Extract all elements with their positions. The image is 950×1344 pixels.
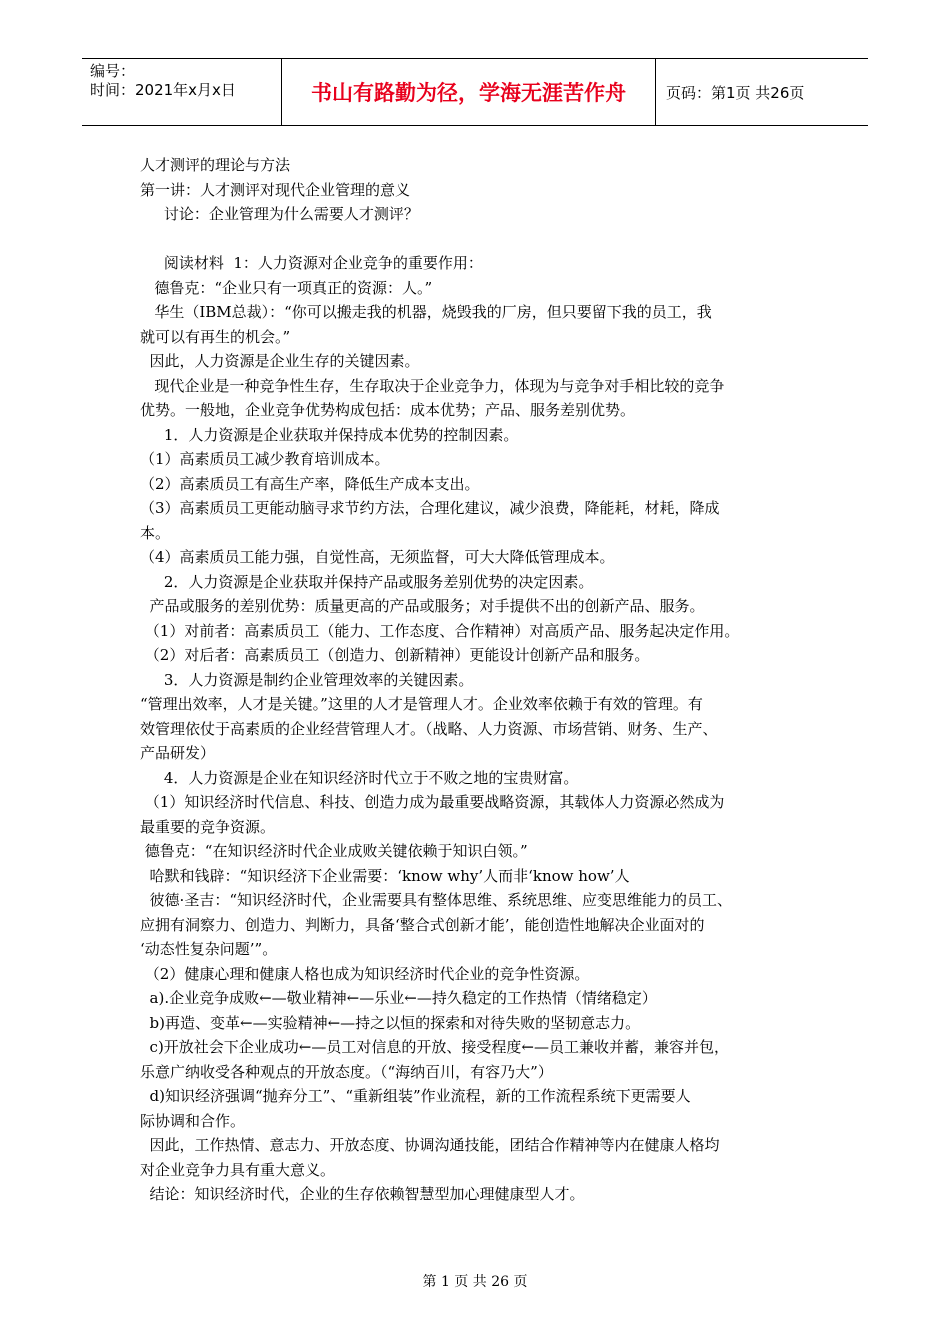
body-line: 讨论：企业管理为什么需要人才测评？ [140,205,419,223]
body-line: 结论：知识经济时代，企业的生存依赖智慧型加心理健康型人才。 [140,1185,585,1203]
body-line: （3）高素质员工更能动脑寻求节约方法，合理化建议，减少浪费，降能耗，材耗，降成 [140,499,720,517]
body-line: “管理出效率，人才是关键。”这里的人才是管理人才。企业效率依赖于有效的管理。有 [140,695,703,713]
body-line: 应拥有洞察力、创造力、判断力，具备‘整合式创新才能’，能创造性地解决企业面对的 [140,915,705,934]
page-footer: 第 1 页 共 26 页 [422,1274,528,1290]
body-line: 哈默和钱辟：“知识经济下企业需要：‘know why’人而非‘know how’人 [140,866,630,885]
body-line: 2．人力资源是企业获取并保持产品或服务差别优势的决定因素。 [140,572,594,591]
document-body [140,153,812,1207]
body-line: 就可以有再生的机会。” [140,327,291,346]
body-line: （2）健康心理和健康人格也成为知识经济时代企业的竞争性资源。 [140,964,590,983]
body-line: 因此，工作热情、意志力、开放态度、协调沟通技能，团结合作精神等内在健康人格均 [140,1136,720,1154]
body-line: 对企业竞争力具有重大意义。 [140,1160,336,1179]
body-line: （4）高素质员工能力强，自觉性高，无须监督，可大大降低管理成本。 [140,548,615,566]
body-line: 际协调和合作。 [140,1111,246,1130]
body-line: 德鲁克：“在知识经济时代企业成败关键依赖于知识白领。” [140,842,528,860]
body-line: （2）对后者：高素质员工（创造力、创新精神）更能设计创新产品和服务。 [140,646,650,664]
body-line: 彼德·圣吉：“知识经济时代，企业需要具有整体思维、系统思维、应变思维能力的员工、 [140,891,732,909]
header-meta [82,59,282,125]
body-line: 产品研发） [140,744,216,762]
body-line: 最重要的竞争资源。 [140,817,276,836]
header-page-number: 页码：第1页 共26页 [666,83,805,102]
body-line: 4．人力资源是企业在知识经济时代立于不败之地的宝贵财富。 [140,768,579,787]
body-line: 现代企业是一种竞争性生存，生存取决于企业竞争力，体现为与竞争对手相比较的竞争 [140,376,725,395]
body-line: 人才测评的理论与方法 [140,156,291,174]
document-time-label: 时间：2021年x月x日 [90,81,236,99]
body-line: 乐意广纳收受各种观点的开放态度。（“海纳百川，有容乃大”） [140,1062,553,1081]
body-line: c)开放社会下企业成功←—员工对信息的开放、接受程度←—员工兼收并蓄，兼容并包， [140,1038,729,1056]
body-line: （1）对前者：高素质员工（能力、工作态度、合作精神）对高质产品、服务起决定作用。 [140,621,740,640]
body-line: 德鲁克：“企业只有一项真正的资源：人。” [140,278,433,297]
body-line: d)知识经济强调“抛弃分工”、“重新组装”作业流程，新的工作流程系统下更需要人 [140,1087,691,1105]
body-line [140,227,812,252]
body-line: 效管理依仗于高素质的企业经营管理人才。（战略、人力资源、市场营销、财务、生产、 [140,719,718,738]
body-line: 因此，人力资源是企业生存的关键因素。 [140,352,420,370]
page-header [82,58,868,126]
body-line: a).企业竞争成败←—敬业精神←—乐业←—持久稳定的工作热情（情绪稳定） [140,989,657,1007]
body-line: 阅读材料 1：人力资源对企业竞争的重要作用： [140,254,483,272]
body-line: 3．人力资源是制约企业管理效率的关键因素。 [140,670,474,689]
body-line: b)再造、变革←—实验精神←—持之以恒的探索和对待失败的坚韧意志力。 [140,1013,641,1032]
body-line: 第一讲：人才测评对现代企业管理的意义 [140,180,411,199]
document-code-label: 编号： [90,62,136,80]
body-line: ‘动态性复杂问题’”。 [140,940,278,958]
body-line: 优势。一般地，企业竞争优势构成包括：成本优势；产品、服务差别优势。 [140,401,636,419]
body-line: （1）知识经济时代信息、科技、创造力成为最重要战略资源，其载体人力资源必然成为 [140,793,725,811]
body-line: 1．人力资源是企业获取并保持成本优势的控制因素。 [140,425,519,444]
body-line: 产品或服务的差别优势：质量更高的产品或服务；对手提供不出的创新产品、服务。 [140,597,705,615]
body-line: 本。 [140,523,171,542]
body-line: 华生（IBM总裁）：“你可以搬走我的机器，烧毁我的厂房，但只要留下我的员工，我 [140,303,712,321]
body-line: （1）高素质员工减少教育培训成本。 [140,450,390,468]
header-motto: 书山有路勤为径，学海无涯苦作舟 [282,59,656,125]
body-line: （2）高素质员工有高生产率，降低生产成本支出。 [140,474,480,493]
